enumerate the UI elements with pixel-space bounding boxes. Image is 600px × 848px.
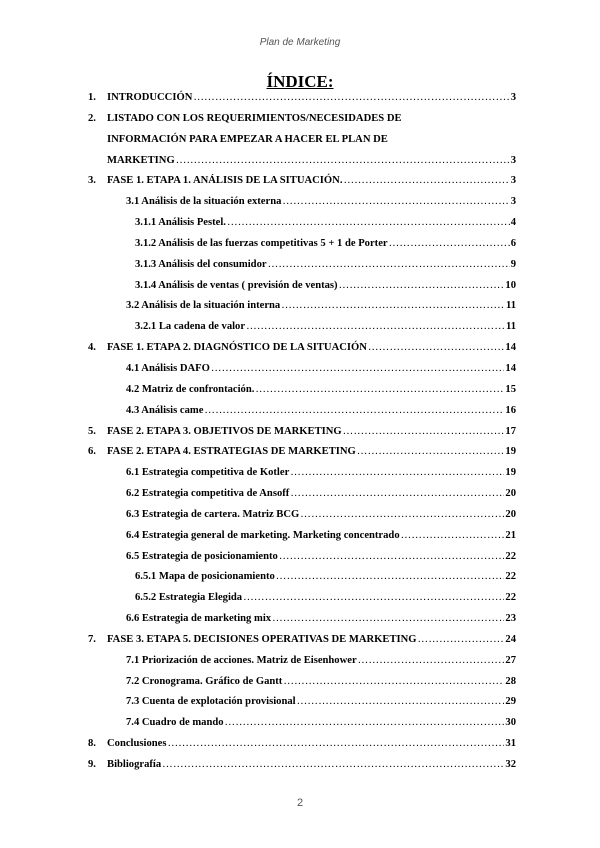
toc-entry-number: 7. xyxy=(88,633,96,645)
toc-leader-dots xyxy=(279,551,505,562)
toc-leader-dots xyxy=(339,280,505,291)
toc-entry-page: 22 xyxy=(505,592,516,604)
toc-leader-dots xyxy=(300,509,504,520)
toc-entry[interactable] xyxy=(88,592,516,613)
toc-leader-dots xyxy=(290,467,504,478)
toc-leader-dots xyxy=(290,488,504,499)
toc-entry[interactable] xyxy=(88,467,516,488)
toc-entry[interactable] xyxy=(88,509,516,530)
toc-entry-page: 6 xyxy=(510,237,516,249)
toc-entry-number: 1. xyxy=(88,92,96,103)
toc-leader-dots xyxy=(204,405,504,416)
toc-entry-page: 32 xyxy=(505,759,516,770)
toc-leader-dots xyxy=(368,342,505,353)
toc-entry-title: 4.3 Análisis came xyxy=(126,404,204,416)
toc-entry-title: Conclusiones xyxy=(107,738,167,750)
toc-entry-number: 8. xyxy=(88,738,96,750)
toc-leader-dots xyxy=(283,676,504,687)
toc-entry-title: 7.3 Cuenta de explotación provisional xyxy=(126,696,296,708)
toc-entry[interactable] xyxy=(88,155,516,176)
toc-leader-dots xyxy=(246,321,505,332)
toc-leader-dots xyxy=(343,426,505,437)
toc-entry[interactable] xyxy=(88,488,516,509)
toc-entry-title: FASE 2. ETAPA 4. ESTRATEGIAS DE MARKETING xyxy=(107,446,356,458)
toc-entry[interactable] xyxy=(88,530,516,551)
toc-entry-title: FASE 1. ETAPA 2. DIAGNÓSTICO DE LA SITUACIÓN xyxy=(107,342,367,354)
toc-leader-dots xyxy=(276,571,505,582)
toc-entry-title: 3.2.1 La cadena de valor xyxy=(135,321,246,333)
toc-entry[interactable] xyxy=(88,676,516,697)
toc-entry-title: 3.1.4 Análisis de ventas ( previsión de ventas) xyxy=(135,279,338,291)
toc-entry-title: 7.4 Cuadro de mando xyxy=(126,717,224,729)
toc-entry-title: 6.1 Estrategia competitiva de Kotler xyxy=(126,467,290,479)
toc-entry-page: 17 xyxy=(505,425,516,437)
toc-entry-page: 24 xyxy=(505,633,516,645)
toc-entry-page: 22 xyxy=(505,550,516,562)
toc-entry-page: 20 xyxy=(505,508,516,520)
toc-entry-number: 9. xyxy=(88,759,96,770)
toc-entry[interactable] xyxy=(88,655,516,676)
toc-leader-dots xyxy=(418,634,505,645)
toc-entry-title: FASE 2. ETAPA 3. OBJETIVOS DE MARKETING xyxy=(107,425,342,437)
toc-entry-title: 6.5 Estrategia de posicionamiento xyxy=(126,550,278,562)
toc-entry[interactable] xyxy=(88,92,516,113)
toc-entry[interactable] xyxy=(88,384,516,405)
toc-entry[interactable] xyxy=(88,280,516,301)
toc-entry-title: 4.1 Análisis DAFO xyxy=(126,362,210,374)
toc-leader-dots xyxy=(401,530,505,541)
toc-entry[interactable] xyxy=(88,759,516,780)
toc-entry-title: 6.3 Estrategia de cartera. Matriz BCG xyxy=(126,508,300,520)
toc-entry-page: 20 xyxy=(505,488,516,500)
toc-entry-title: INFORMACIÓN PARA EMPEZAR A HACER EL PLAN DE xyxy=(107,133,388,145)
toc-entry[interactable] xyxy=(88,238,516,259)
toc-entry-page: 19 xyxy=(505,467,516,479)
toc-entry-title: 3.1.1 Análisis Pestel. xyxy=(135,217,226,229)
toc-entry[interactable] xyxy=(88,217,516,238)
toc-leader-dots xyxy=(272,613,504,624)
toc-leader-dots xyxy=(225,717,505,728)
toc-entry-title: 6.5.1 Mapa de posicionamiento xyxy=(135,571,275,583)
toc-entry-page: 28 xyxy=(505,675,516,687)
toc-entry[interactable] xyxy=(88,551,516,572)
toc-leader-dots xyxy=(211,363,505,374)
toc-entry-page: 14 xyxy=(505,342,516,354)
toc-entry-title: 3.2 Análisis de la situación interna xyxy=(126,300,281,312)
toc-entry-title: INTRODUCCIÓN xyxy=(107,92,193,103)
toc-leader-dots xyxy=(176,155,510,166)
toc-entry-title: 7.1 Priorización de acciones. Matriz de Eisenhower xyxy=(126,654,357,666)
toc-entry-title: LISTADO CON LOS REQUERIMIENTOS/NECESIDADES DE xyxy=(107,112,402,124)
page-number: 2 xyxy=(296,797,304,809)
toc-leader-dots xyxy=(389,238,510,249)
toc-leader-dots xyxy=(281,300,505,311)
toc-entry-page: 21 xyxy=(505,529,516,541)
toc-leader-dots xyxy=(357,446,505,457)
toc-leader-dots xyxy=(358,655,505,666)
toc-entry-page: 15 xyxy=(505,383,516,395)
table-of-contents xyxy=(88,92,516,780)
toc-leader-dots xyxy=(162,759,504,770)
toc-entry[interactable] xyxy=(88,342,516,363)
toc-entry-page: 30 xyxy=(505,717,516,729)
toc-entry-page: 3 xyxy=(510,92,516,103)
toc-entry-page: 23 xyxy=(505,613,516,625)
toc-leader-dots xyxy=(282,196,509,207)
toc-entry-page: 11 xyxy=(505,321,516,333)
toc-entry-title: 6.6 Estrategia de marketing mix xyxy=(126,613,272,625)
toc-entry-title: 6.2 Estrategia competitiva de Ansoff xyxy=(126,488,290,500)
toc-entry[interactable] xyxy=(88,363,516,384)
toc-entry[interactable] xyxy=(88,196,516,217)
toc-entry-page: 19 xyxy=(505,446,516,458)
toc-entry-number: 5. xyxy=(88,425,96,437)
toc-entry-page: 31 xyxy=(505,738,516,750)
toc-entry-number: 2. xyxy=(88,112,96,124)
toc-entry-page: 3 xyxy=(510,154,516,166)
toc-entry-page: 3 xyxy=(510,196,516,208)
toc-entry-title: FASE 1. ETAPA 1. ANÁLISIS DE LA SITUACIÓN. xyxy=(107,175,343,187)
toc-entry-page: 4 xyxy=(510,217,516,229)
toc-entry[interactable] xyxy=(88,634,516,655)
toc-entry-page: 22 xyxy=(505,571,516,583)
toc-entry-title: Bibliografía xyxy=(107,759,162,770)
toc-entry[interactable] xyxy=(88,321,516,342)
toc-entry[interactable] xyxy=(88,696,516,717)
toc-leader-dots xyxy=(255,384,504,395)
running-header: Plan de Marketing xyxy=(259,37,341,48)
toc-entry-number: 6. xyxy=(88,446,96,458)
toc-entry-title: 3.1 Análisis de la situación externa xyxy=(126,196,282,208)
toc-entry[interactable] xyxy=(88,613,516,634)
toc-entry[interactable] xyxy=(88,738,516,759)
toc-entry[interactable] xyxy=(88,405,516,426)
toc-entry-page: 29 xyxy=(505,696,516,708)
toc-entry[interactable] xyxy=(88,717,516,738)
toc-leader-dots xyxy=(243,592,504,603)
toc-entry[interactable] xyxy=(88,134,516,155)
toc-leader-dots xyxy=(268,259,510,270)
toc-leader-dots xyxy=(167,738,504,749)
toc-entry[interactable] xyxy=(88,571,516,592)
page-title: ÍNDICE: xyxy=(266,72,334,91)
toc-entry[interactable] xyxy=(88,446,516,467)
toc-entry-page: 10 xyxy=(505,279,516,291)
toc-entry-title: 6.5.2 Estrategia Elegida xyxy=(135,592,243,604)
toc-entry-title: 4.2 Matriz de confrontación. xyxy=(126,383,255,395)
toc-entry-page: 16 xyxy=(505,404,516,416)
toc-entry[interactable] xyxy=(88,426,516,447)
toc-entry[interactable] xyxy=(88,259,516,280)
toc-entry-title: FASE 3. ETAPA 5. DECISIONES OPERATIVAS DE MARKETING xyxy=(107,633,417,645)
toc-leader-dots xyxy=(193,92,509,103)
toc-entry-page: 3 xyxy=(510,175,516,187)
toc-entry-page: 11 xyxy=(505,300,516,312)
toc-entry-number: 3. xyxy=(88,175,96,187)
toc-entry-title: 6.4 Estrategia general de marketing. Marketing concentrado xyxy=(126,529,400,541)
toc-leader-dots xyxy=(227,217,510,228)
toc-entry-title: 7.2 Cronograma. Gráfico de Gantt xyxy=(126,675,283,687)
toc-entry[interactable] xyxy=(88,175,516,196)
toc-entry[interactable] xyxy=(88,113,516,134)
toc-entry[interactable] xyxy=(88,300,516,321)
toc-leader-dots xyxy=(297,696,505,707)
toc-entry-page: 9 xyxy=(510,258,516,270)
toc-entry-page: 14 xyxy=(505,362,516,374)
toc-leader-dots xyxy=(343,175,509,186)
toc-entry-title: 3.1.2 Análisis de las fuerzas competitivas 5 + 1 de Porter xyxy=(135,237,388,249)
toc-entry-title: 3.1.3 Análisis del consumidor xyxy=(135,258,267,270)
toc-entry-title: MARKETING xyxy=(107,154,175,166)
toc-entry-number: 4. xyxy=(88,342,96,354)
toc-entry-page: 27 xyxy=(505,654,516,666)
